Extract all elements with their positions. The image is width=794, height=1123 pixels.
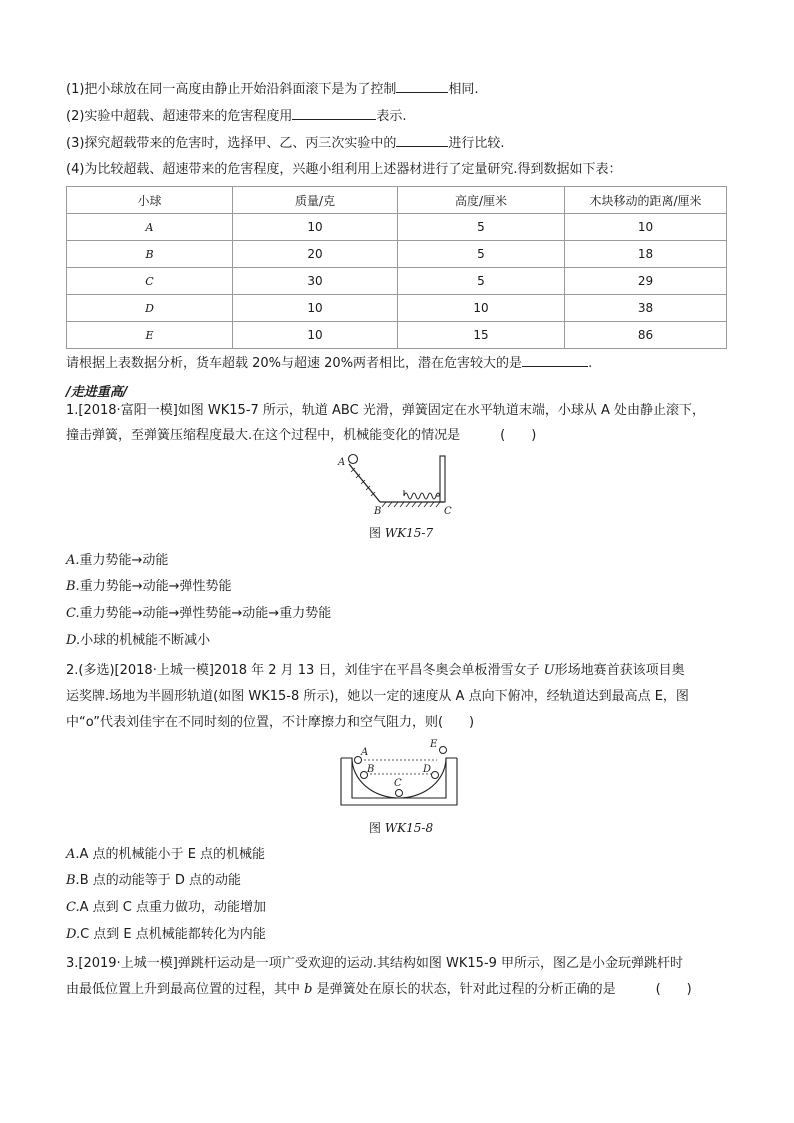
table-header: 小球 (67, 187, 233, 214)
table-cell: 10 (565, 214, 727, 241)
problem-3-line-1: 3.[2019·上城一模]弹跳杆运动是一项广受欢迎的运动.其结构如图 WK15-9 甲所示，图乙是小金玩弹跳杆时 (66, 956, 684, 971)
table-header: 高度/厘米 (398, 187, 565, 214)
section-title: /走进重高/ (66, 385, 128, 400)
table-cell: C (67, 268, 233, 295)
answer-blank-1[interactable] (396, 80, 448, 93)
figure-wk15-8 (340, 738, 458, 808)
table-cell: 38 (565, 295, 727, 322)
ball (349, 455, 358, 464)
table-cell: D (67, 295, 233, 322)
label-a: A (361, 747, 369, 758)
problem-2-line-1: 2.(多选)[2018·上城一模]2018 年 2 月 13 日，刘佳宇在平昌冬奥会单板滑雪女子 U形场地赛首获该项目奥 (66, 663, 685, 678)
table-header-row (67, 187, 727, 214)
table-cell: 20 (233, 241, 398, 268)
table-header: 木块移动的距离/厘米 (565, 187, 727, 214)
label-b: B (367, 764, 375, 775)
option-d[interactable]: D.C 点到 E 点机械能都转化为内能 (66, 927, 266, 942)
spring (404, 493, 440, 499)
option-a[interactable]: A.重力势能→动能 (66, 553, 169, 568)
table-cell: A (67, 214, 233, 241)
table-cell: 10 (233, 322, 398, 349)
label-d: D (423, 764, 432, 775)
question-4: (4)为比较超载、超速带来的危害程度，兴趣小组利用上述器材进行了定量研究.得到数据如下表： (66, 162, 622, 177)
label-b: B (374, 506, 382, 517)
answer-paren[interactable]: ( ) (500, 428, 537, 443)
data-table (66, 186, 727, 349)
option-b[interactable]: B.B 点的动能等于 D 点的动能 (66, 873, 242, 888)
label-c: C (394, 778, 402, 789)
table-cell: 10 (398, 295, 565, 322)
table-cell: 29 (565, 268, 727, 295)
table-cell: 30 (233, 268, 398, 295)
table-row (67, 214, 727, 241)
answer-blank-4[interactable] (522, 354, 588, 367)
question-2: (2)实验中超载、超速带来的危害程度用 表示. (66, 109, 407, 124)
problem-1-line-2: 撞击弹簧，至弹簧压缩程度最大.在这个过程中，机械能变化的情况是 ( ) (66, 428, 537, 443)
table-header: 质量/克 (233, 187, 398, 214)
option-a[interactable]: A.A 点的机械能小于 E 点的机械能 (66, 847, 266, 862)
table-cell: 5 (398, 268, 565, 295)
table-cell: 18 (565, 241, 727, 268)
option-c[interactable]: C.A 点到 C 点重力做功，动能增加 (66, 900, 266, 915)
figure-wk15-7 (334, 450, 464, 518)
figure-caption-wk15-7: 图 WK15-7 (369, 526, 434, 540)
answer-paren[interactable]: ( ) (437, 715, 475, 730)
problem-1-line-1: 1.[2018·富阳一模]如图 WK15-7 所示，轨道 ABC 光滑，弹簧固定在水平轨道末端，小球从 A 处由静止滚下， (66, 403, 705, 418)
figure-caption-wk15-8: 图 WK15-8 (369, 821, 434, 835)
table-row (67, 295, 727, 322)
question-3: (3)探究超载带来的危害时，选择甲、乙、丙三次实验中的 进行比较. (66, 136, 505, 151)
table-cell: 5 (398, 241, 565, 268)
table-cell: 10 (233, 295, 398, 322)
problem-2-line-3: 中“o”代表刘佳宇在不同时刻的位置，不计摩擦力和空气阻力，则( ) (66, 715, 475, 730)
table-cell: 10 (233, 214, 398, 241)
question-1: (1)把小球放在同一高度由静止开始沿斜面滚下是为了控制 相同. (66, 82, 479, 97)
table-cell: 86 (565, 322, 727, 349)
label-e: E (430, 739, 438, 750)
table-row (67, 241, 727, 268)
label-c: C (444, 506, 452, 517)
table-cell: 5 (398, 214, 565, 241)
table-row (67, 268, 727, 295)
problem-2-line-2: 运奖牌.场地为半圆形轨道(如图 WK15-8 所示)，她以一定的速度从 A 点向下俯冲，经轨道达到最高点 E，图 (66, 689, 689, 704)
table-row (67, 322, 727, 349)
option-d[interactable]: D.小球的机械能不断减小 (66, 633, 211, 648)
table-cell: 15 (398, 322, 565, 349)
answer-blank-3[interactable] (396, 134, 448, 147)
table-cell: E (67, 322, 233, 349)
problem-3-line-2: 由最低位置上升到最高位置的过程，其中 b 是弹簧处在原长的状态，针对此过程的分析正确的是 ( ) (66, 982, 692, 997)
table-cell: B (67, 241, 233, 268)
option-b[interactable]: B.重力势能→动能→弹性势能 (66, 579, 232, 594)
option-c[interactable]: C.重力势能→动能→弹性势能→动能→重力势能 (66, 606, 332, 621)
answer-paren[interactable]: ( ) (655, 982, 692, 997)
label-a: A (338, 457, 346, 468)
answer-blank-2[interactable] (292, 107, 376, 120)
conclusion-question: 请根据上表数据分析，货车超载 20%与超速 20%两者相比，潜在危害较大的是 . (66, 356, 593, 371)
